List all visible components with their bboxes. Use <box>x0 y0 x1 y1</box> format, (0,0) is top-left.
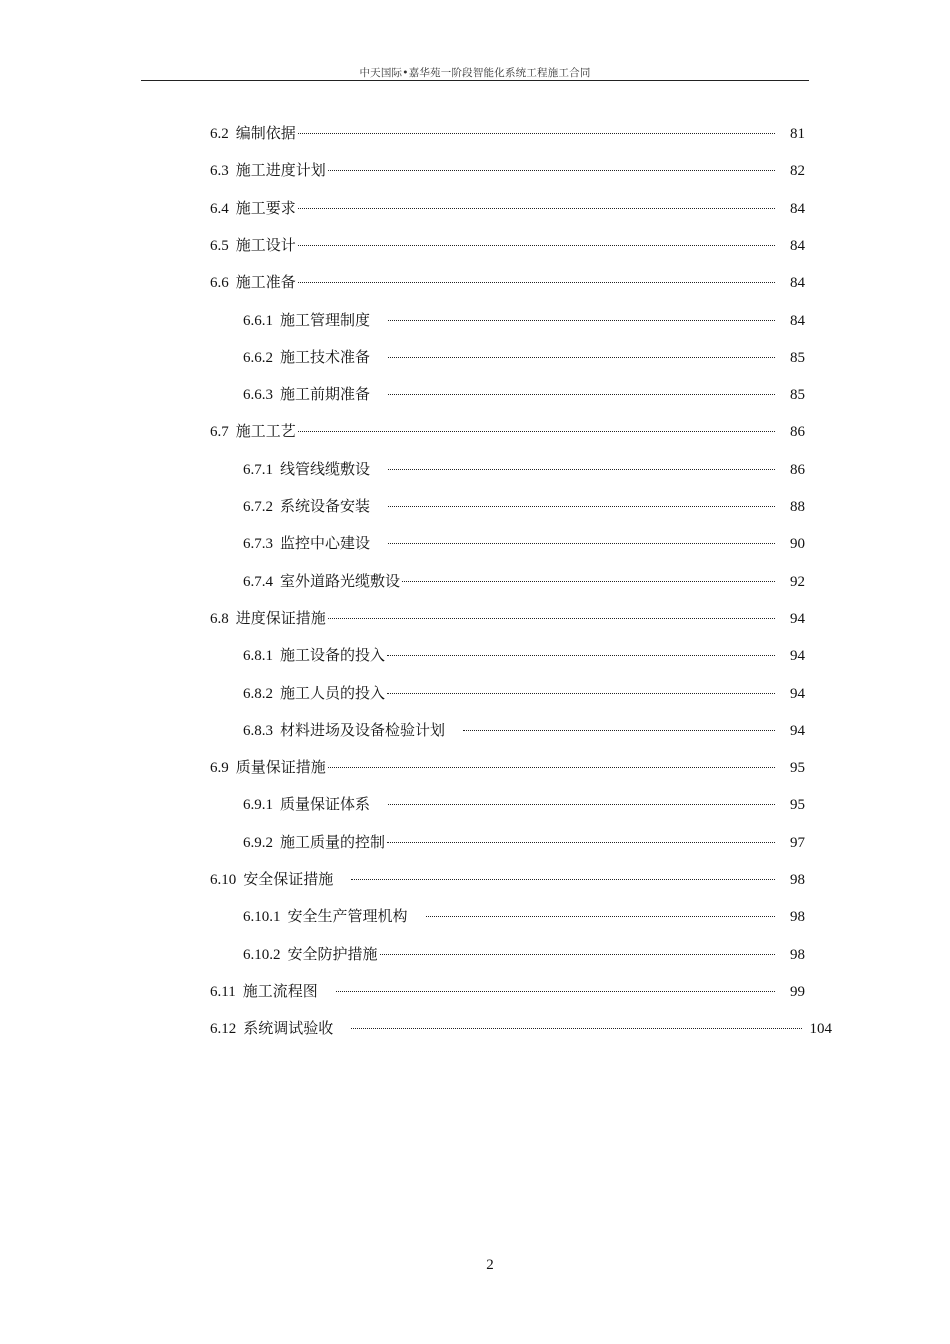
toc-entry[interactable] <box>210 197 805 219</box>
toc-entry-page: 98 <box>790 909 805 926</box>
toc-dot-leader <box>298 123 775 134</box>
toc-entry-page: 97 <box>790 834 805 851</box>
toc-entry-page: 86 <box>790 461 805 478</box>
toc-entry-number: 6.5 <box>210 237 229 254</box>
toc-dot-leader <box>463 720 775 731</box>
toc-entry-page: 92 <box>790 573 805 590</box>
toc-entry[interactable] <box>243 644 805 666</box>
toc-entry-page: 99 <box>790 983 805 1000</box>
toc-entry-number: 6.7.2 <box>243 499 273 515</box>
toc-entry-number: 6.6.2 <box>243 349 273 366</box>
toc-dot-leader <box>388 310 775 321</box>
toc-entry[interactable] <box>243 495 805 517</box>
toc-entry-number: 6.7 <box>210 424 229 441</box>
toc-dot-leader <box>387 683 775 694</box>
toc-entry-page: 94 <box>790 610 805 627</box>
toc-dot-leader <box>298 272 775 283</box>
toc-dot-leader <box>328 160 775 171</box>
toc-entry-page: 95 <box>790 760 805 777</box>
toc-entry-page: 94 <box>790 648 805 665</box>
toc-entry-number: 6.4 <box>210 200 229 217</box>
toc-entry-title: 监控中心建设 <box>280 534 371 553</box>
toc-entry-page: 84 <box>790 312 805 329</box>
toc-entry-title: 安全防护措施 <box>287 944 378 963</box>
toc-entry-page: 82 <box>790 163 805 180</box>
toc-entry-title: 线管线缆敷设 <box>280 459 371 478</box>
toc-entry[interactable] <box>243 383 805 405</box>
toc-entry[interactable] <box>243 831 805 853</box>
toc-entry-number: 6.6.1 <box>243 312 273 329</box>
toc-entry-page: 104 <box>809 1021 832 1038</box>
toc-dot-leader <box>336 981 775 992</box>
toc-dot-leader <box>387 645 775 656</box>
toc-entry-number: 6.8 <box>210 610 229 627</box>
toc-entry-number: 6.2 <box>210 126 229 142</box>
toc-entry-title: 施工流程图 <box>242 981 318 1000</box>
toc-entry-number: 6.7.3 <box>243 536 273 553</box>
toc-dot-leader <box>388 794 775 805</box>
toc-entry-page: 84 <box>790 275 805 292</box>
toc-dot-leader <box>298 421 775 432</box>
toc-entry-page: 90 <box>790 536 805 553</box>
toc-entry-title: 系统设备安装 <box>280 497 371 515</box>
toc-entry-title: 施工准备 <box>235 273 296 292</box>
toc-entry[interactable] <box>243 793 805 815</box>
toc-dot-leader <box>298 198 775 209</box>
toc-dot-leader <box>351 1018 802 1029</box>
toc-entry-page: 94 <box>790 722 805 739</box>
toc-dot-leader <box>380 944 775 955</box>
toc-entry[interactable] <box>243 905 805 927</box>
toc-entry-number: 6.6.3 <box>243 387 273 404</box>
toc-entry-title: 施工设备的投入 <box>280 646 386 665</box>
toc-entry-page: 95 <box>790 797 805 814</box>
toc-dot-leader <box>351 869 775 880</box>
toc-entry-number: 6.6 <box>210 275 229 292</box>
toc-entry-title: 施工人员的投入 <box>280 683 386 702</box>
toc-dot-leader <box>402 571 775 582</box>
toc-entry-number: 6.7.1 <box>243 461 273 478</box>
toc-entry-number: 6.9 <box>210 760 229 777</box>
toc-entry-title: 质量保证体系 <box>280 795 371 814</box>
toc-dot-leader <box>328 608 775 619</box>
toc-entry-number: 6.8.2 <box>243 685 273 702</box>
toc-dot-leader <box>388 533 775 544</box>
toc-dot-leader <box>387 832 775 843</box>
toc-entry[interactable] <box>210 122 805 144</box>
toc-entry-title: 施工工艺 <box>235 422 296 441</box>
toc-entry[interactable] <box>243 346 805 368</box>
toc-entry-number: 6.8.1 <box>243 648 273 665</box>
toc-entry-number: 6.3 <box>210 163 229 180</box>
toc-entry[interactable] <box>243 943 805 965</box>
toc-entry-title: 进度保证措施 <box>235 608 326 627</box>
toc-entry-page: 98 <box>790 872 805 888</box>
document-header: 中天国际•嘉华苑一阶段智能化系统工程施工合同 <box>359 67 591 79</box>
toc-entry-page: 86 <box>790 424 805 441</box>
toc-entry-title: 材料进场及设备检验计划 <box>280 720 446 739</box>
toc-entry[interactable] <box>210 159 805 181</box>
toc-entry[interactable] <box>210 234 805 256</box>
toc-entry-page: 94 <box>790 685 805 702</box>
toc-entry-number: 6.10 <box>210 872 237 888</box>
toc-entry[interactable] <box>210 980 805 1002</box>
toc-entry[interactable] <box>210 420 805 442</box>
toc-entry-page: 88 <box>790 499 805 515</box>
toc-entry-number: 6.9.2 <box>243 834 273 851</box>
toc-entry-number: 6.7.4 <box>243 573 273 590</box>
toc-entry-page: 85 <box>790 387 805 404</box>
toc-entry-title: 室外道路光缆敷设 <box>280 571 401 590</box>
toc-entry-title: 施工前期准备 <box>280 385 371 404</box>
toc-dot-leader <box>388 496 775 507</box>
toc-entry[interactable] <box>243 532 805 554</box>
toc-entry[interactable] <box>210 607 805 629</box>
toc-entry-title: 施工管理制度 <box>280 310 371 329</box>
toc-dot-leader <box>298 235 775 246</box>
toc-dot-leader <box>328 757 775 768</box>
toc-entry-title: 施工设计 <box>235 235 296 254</box>
toc-entry-number: 6.10.1 <box>243 909 281 926</box>
toc-entry-title: 安全生产管理机构 <box>287 907 408 926</box>
toc-entry[interactable] <box>243 309 805 331</box>
toc-entry[interactable] <box>210 756 805 778</box>
toc-entry[interactable] <box>243 458 805 480</box>
toc-entry-number: 6.10.2 <box>243 946 281 963</box>
toc-entry-title: 施工进度计划 <box>235 161 326 180</box>
toc-entry-title: 安全保证措施 <box>243 870 334 888</box>
toc-entry-page: 98 <box>790 946 805 963</box>
toc-dot-leader <box>388 459 775 470</box>
toc-entry-number: 6.11 <box>210 983 236 1000</box>
toc-entry-title: 系统调试验收 <box>243 1019 334 1038</box>
toc-entry-title: 施工技术准备 <box>280 347 371 366</box>
toc-entry-page: 81 <box>790 126 805 142</box>
toc-entry[interactable] <box>243 719 805 741</box>
toc-entry[interactable] <box>243 682 805 704</box>
toc-entry[interactable] <box>210 271 805 293</box>
toc-entry-title: 质量保证措施 <box>235 758 326 777</box>
toc-entry-title: 编制依据 <box>235 124 296 142</box>
toc-entry-page: 84 <box>790 200 805 217</box>
toc-entry-number: 6.9.1 <box>243 797 273 814</box>
toc-entry-title: 施工要求 <box>235 198 296 217</box>
toc-entry-title: 施工质量的控制 <box>280 832 386 851</box>
toc-entry-number: 6.12 <box>210 1021 237 1038</box>
toc-entry-page: 84 <box>790 237 805 254</box>
toc-entry[interactable] <box>210 868 805 890</box>
header-rule <box>141 80 809 81</box>
toc-dot-leader <box>388 347 775 358</box>
toc-entry[interactable] <box>210 1017 832 1039</box>
toc-dot-leader <box>426 906 775 917</box>
toc-dot-leader <box>388 384 775 395</box>
toc-entry-page: 85 <box>790 349 805 366</box>
toc-entry-number: 6.8.3 <box>243 722 273 739</box>
toc-entry[interactable] <box>243 570 805 592</box>
page-number: 2 <box>486 1257 494 1273</box>
